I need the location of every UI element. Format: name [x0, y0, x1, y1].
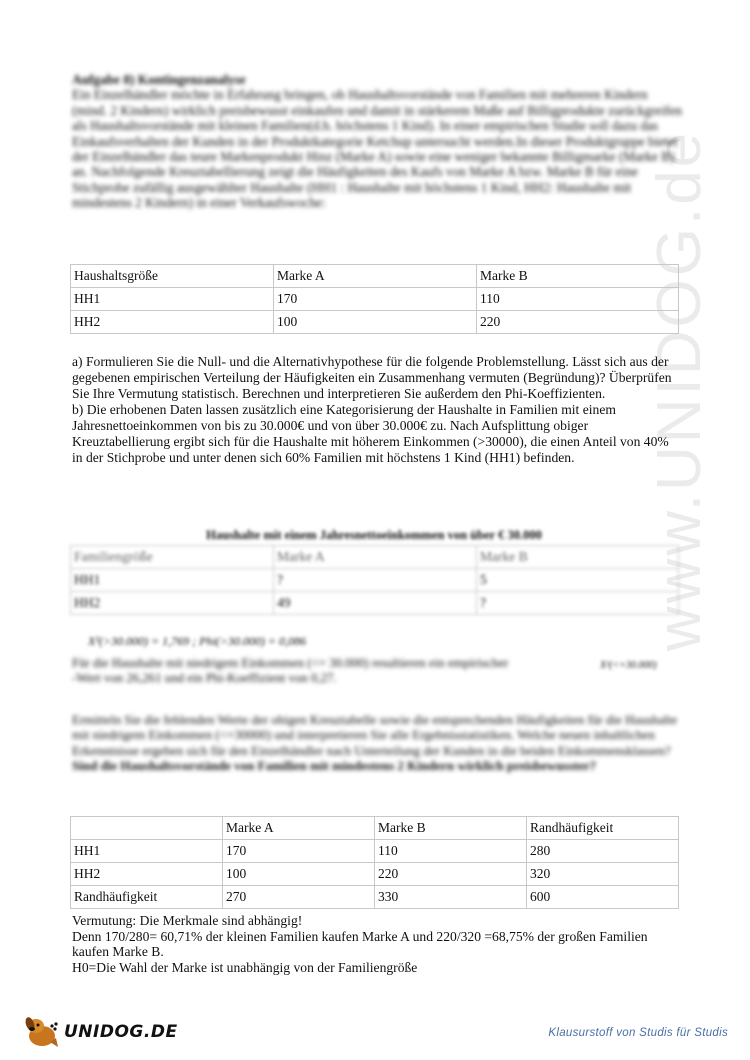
dog-icon: [22, 1014, 62, 1050]
followup-bold: Sind die Haushaltsvorstände von Familien mit mindestens 2 Kindern wirklich preisbewusster?: [72, 758, 597, 774]
table-high-income: [70, 545, 679, 615]
table-header-cell: Haushaltsgröße: [71, 265, 274, 288]
table-cell: 330: [375, 886, 527, 909]
intro-heading: Aufgabe 8) Kontingenzanalyse: [72, 72, 246, 87]
table-cell: 5: [477, 569, 679, 592]
table-cell: HH2: [71, 592, 274, 615]
table-header-cell: Marke B: [477, 265, 679, 288]
questions-section: [72, 354, 682, 466]
table-row: [71, 863, 679, 886]
intro-section: [72, 72, 682, 211]
table-cell: 49: [274, 592, 477, 615]
table-header-cell: Marke A: [274, 546, 477, 569]
table-header-cell: Marke B: [477, 546, 679, 569]
answer-section: [72, 913, 682, 975]
table-row: [71, 592, 679, 615]
table-cell: 270: [223, 886, 375, 909]
table-cell: HH1: [71, 569, 274, 592]
table-household-brand: [70, 264, 679, 334]
answer-line3: H0=Die Wahl der Marke ist unabhängig von der Familiengröße: [72, 959, 418, 975]
table-header-row: [71, 546, 679, 569]
table-cell: HH2: [71, 863, 223, 886]
low-income-line1: Für die Haushalte mit niedrigem Einkommen (<= 30.000) resultieren ein empirischer: [72, 656, 509, 670]
table-cell: 110: [477, 288, 679, 311]
intro-text: Ein Einzelhändler möchte in Erfahrung bringen, ob Haushaltsvorstände von Familien mit mehreren Kindern (mind. 2 Kindern) wirklich preisbewusst einkaufen und damit in stärkerem Maße auf Billigprodukte zurückgreifen als Haushaltsvorstände mit kleinen Familien(d.h. höchstens 1 Kind). In einer empirischen Studie soll dazu das Einkaufsverhalten der Kunden in der Produktkategorie Ketchup untersucht werden.In dieser Produktgruppe bietet der Einzelhändler das teure Markenprodukt Hinz (Marke A) sowie eine weniger bekannte Billigmarke (Marke B) an. Nachfolgende Kreuztabellierung zeigt die Häufigkeiten des Kaufs von Marke A bzw. Marke B für eine Stichprobe zufällig ausgewählter Haushalte (HH1 : Haushalte mit höchstens 1 Kind, HH2: Haushalte mit mindestens 2 Kindern) in einer Verkaufswoche:: [72, 87, 683, 211]
table-row: [71, 886, 679, 909]
table-header-cell: Marke B: [375, 817, 527, 840]
table-cell: HH1: [71, 288, 274, 311]
table-header-cell: Familiengröße: [71, 546, 274, 569]
table-row: [71, 288, 679, 311]
table-cell: HH2: [71, 311, 274, 334]
question-a: a) Formulieren Sie die Null- und die Alternativhypothese für die folgende Problemstellung. Lässt sich aus der gegebenen empirischen Verteilung der Häufigkeiten ein Zusammenhang vermuten (Begründung)? Überprüfen Sie Ihre Vermutung statistisch. Berechnen und interpretieren Sie außerdem den Phi-Koeffizienten.: [72, 354, 672, 401]
table-cell: 600: [527, 886, 679, 909]
table-header-cell: Marke A: [274, 265, 477, 288]
table-cell: HH1: [71, 840, 223, 863]
table-cell: Randhäufigkeit: [71, 886, 223, 909]
table-header-row: [71, 817, 679, 840]
low-income-section: [72, 656, 682, 687]
question-b: b) Die erhobenen Daten lassen zusätzlich eine Kategorisierung der Haushalte in Familien mit einem Jahresnettoeinkommen von bis zu 30.000€ und von über 30.000€ zu. Nach Aufsplittung obiger Kreuztabellierung ergibt sich für die Haushalte mit höherem Einkommen (>30000), die einen Anteil von 40% in der Stichprobe und unter denen sich 60% Familien mit höchstens 1 Kind (HH1) befinden.: [72, 402, 669, 465]
answer-line1: Vermutung: Die Merkmale sind abhängig!: [72, 913, 303, 928]
watermark-text: www.UNIDOG.de: [645, 129, 715, 651]
table-cell: 170: [274, 288, 477, 311]
formula-line: X²(>30.000) = 1,769 ; Phi(>30.000) = 0,086: [88, 634, 306, 648]
low-income-line2: -Wert von 26,261 und ein Phi-Koeffizient von 0,27.: [72, 671, 337, 686]
table-cell: 100: [223, 863, 375, 886]
table2-caption: Haushalte mit einem Jahresnettoeinkommen von über € 30.000: [206, 528, 542, 542]
table-header-cell: Marke A: [223, 817, 375, 840]
table-header-cell: Randhäufigkeit: [527, 817, 679, 840]
table-header-cell: [71, 817, 223, 840]
followup-text: Ermitteln Sie die fehlenden Werte der obigen Kreuztabelle sowie die entsprechenden Häufigkeiten für die Haushalte mit niedrigem Einkommen (<=30000) und interpretieren Sie alle Ergebnisstatistiken. Welche neuen inhaltlichen Erkenntnisse ergeben sich für den Einzelhändler nach Unterteilung der Kunden in die beiden Einkommensklassen?: [72, 712, 678, 758]
table-cell: ?: [274, 569, 477, 592]
chi-symbol: X²(<=30.000): [600, 660, 657, 671]
followup-section: [72, 712, 682, 774]
table-header-row: [71, 265, 679, 288]
table-cell: 320: [527, 863, 679, 886]
table-cell: 170: [223, 840, 375, 863]
table-row: [71, 840, 679, 863]
table-cell: 280: [527, 840, 679, 863]
table-cell: ?: [477, 592, 679, 615]
unidog-logo[interactable]: [22, 1012, 178, 1052]
table-cell: 220: [477, 311, 679, 334]
table-marginals: [70, 816, 679, 909]
table-row: [71, 569, 679, 592]
table-cell: 100: [274, 311, 477, 334]
footer-slogan: Klausurstoff von Studis für Studis: [548, 1027, 728, 1039]
answer-line2: Denn 170/280= 60,71% der kleinen Familien kaufen Marke A und 220/320 =68,75% der großen Familien kaufen Marke B.: [72, 928, 648, 960]
table-row: [71, 311, 679, 334]
table-cell: 110: [375, 840, 527, 863]
logo-text: UNIDOG.DE: [64, 1022, 178, 1042]
table-cell: 220: [375, 863, 527, 886]
